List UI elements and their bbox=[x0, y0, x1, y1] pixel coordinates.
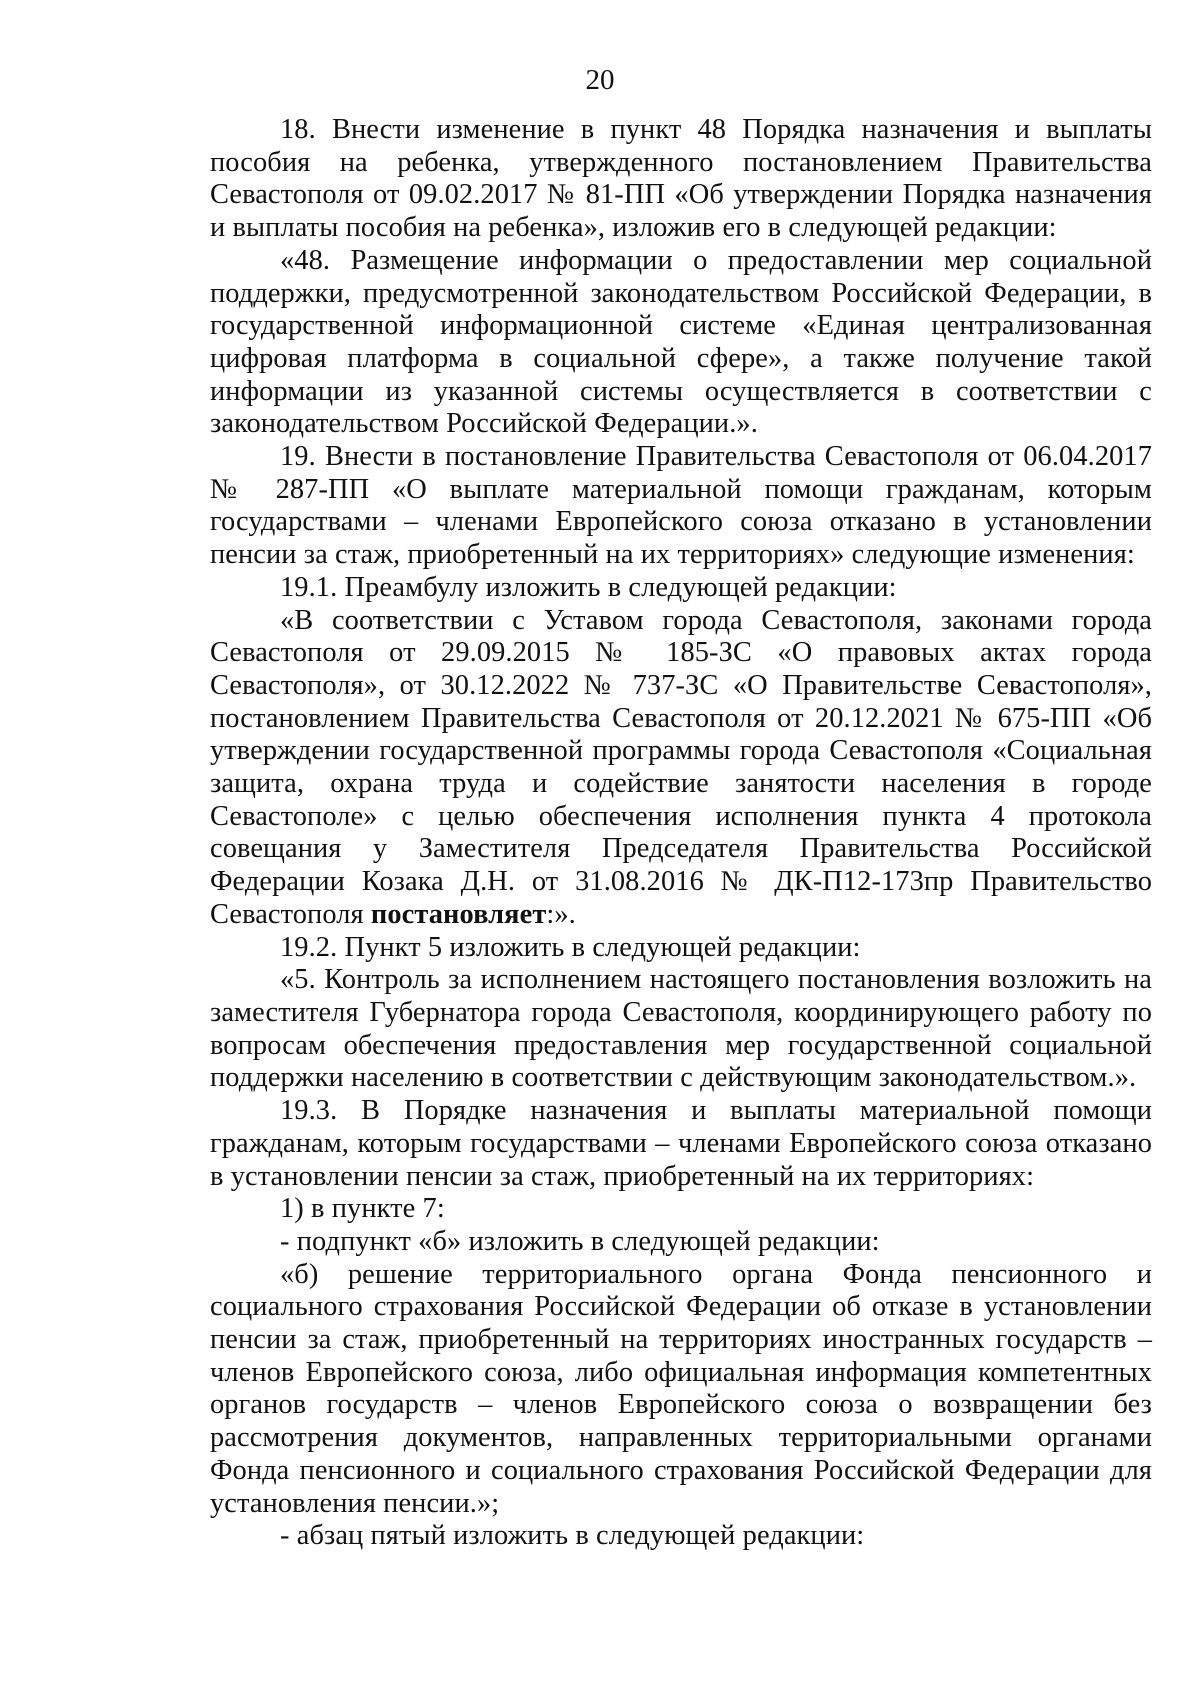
paragraph-b-quote: «б) решение территориального органа Фонда пенсионного и социального страхования Российской Федерации об отказе в установлении пенсии за стаж, приобретенный на территориях иностранных государств – членов Европейского союза, либо официальная информация компетентных органов государств – членов Европейского союза о возвращении без рассмотрения документов, направленных территориальными органами Фонда пенсионного и социального страхования Российской Федерации для установления пенсии.»; bbox=[210, 1258, 1152, 1519]
document-body bbox=[210, 114, 1152, 1553]
paragraph-19: 19. Внести в постановление Правительства Севастополя от 06.04.2017 № 287-ПП «О выплате материальной помощи гражданам, которым государствами – членами Европейского союза отказано в установлении пенсии за стаж, приобретенный на их территориях» следующие изменения: bbox=[210, 441, 1152, 571]
list-item-point-7: 1) в пункте 7: bbox=[280, 1193, 445, 1225]
preamble-tail: :». bbox=[546, 898, 576, 930]
paragraph-18: 18. Внести изменение в пункт 48 Порядка назначения и выплаты пособия на ребенка, утвержденного постановлением Правительства Севастополя от 09.02.2017 № 81-ПП «Об утверждении Порядка назначения и выплаты пособия на ребенка», изложив его в следующей редакции: bbox=[210, 114, 1152, 244]
page-number: 20 bbox=[585, 64, 615, 96]
preamble-text: «В соответствии с Уставом города Севастополя, законами города Севастополя от 29.09.2015 № 185-ЗС «О правовых актах города Севастополя», от 30.12.2022 № 737-ЗС «О Правительстве Севастополя», постановлением Правительства Севастополя от 20.12.2021 № 675-ПП «Об утверждении государственной программы города Севастополя «Социальная защита, охрана труда и содействие занятости населения в городе Севастополе» с целью обеспечения исполнения пункта 4 протокола совещания у Заместителя Председателя Правительства Российской Федерации Козака Д.Н. от 31.08.2016 № ДК-П12-173пр Правительство Севастополя bbox=[210, 604, 1152, 930]
list-item-paragraph-five: - абзац пятый изложить в следующей редакции: bbox=[280, 1520, 865, 1552]
paragraph-preamble-quote bbox=[210, 605, 1152, 932]
paragraph-5-quote: «5. Контроль за исполнением настоящего постановления возложить на заместителя Губернатора города Севастополя, координирующего работу по вопросам обеспечения предоставления мер государственной социальной поддержки населению в соответствии с действующим законодательством.». bbox=[210, 964, 1152, 1094]
preamble-bold-word: постановляет bbox=[370, 898, 547, 930]
paragraph-19-2: 19.2. Пункт 5 изложить в следующей редакции: bbox=[280, 931, 861, 963]
paragraph-19-3: 19.3. В Порядке назначения и выплаты материальной помощи гражданам, которым государствами – членами Европейского союза отказано в установлении пенсии за стаж, приобретенный на их территориях: bbox=[210, 1095, 1152, 1192]
paragraph-19-1: 19.1. Преамбулу изложить в следующей редакции: bbox=[280, 571, 897, 603]
paragraph-48-quote: «48. Размещение информации о предоставлении мер социальной поддержки, предусмотренной законодательством Российской Федерации, в государственной информационной системе «Единая централизованная цифровая платформа в социальной сфере», а также получение такой информации из указанной системы осуществляется в соответствии с законодательством Российской Федерации.». bbox=[210, 244, 1152, 440]
list-item-subpoint-b: - подпункт «б» изложить в следующей редакции: bbox=[280, 1225, 880, 1257]
preamble-space bbox=[364, 899, 371, 930]
